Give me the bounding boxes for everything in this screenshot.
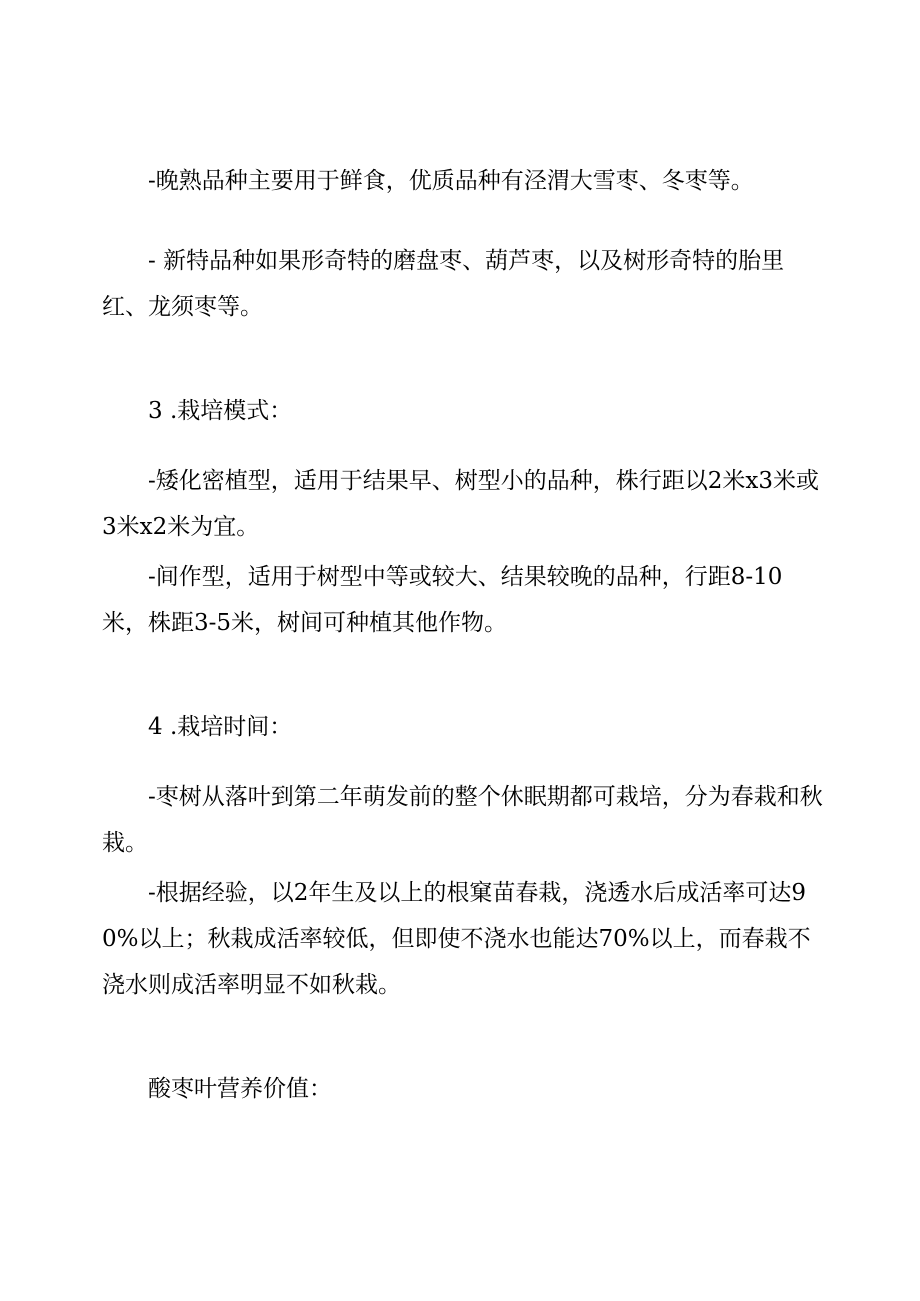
section-heading-cultivation-mode: 3 .栽培模式： bbox=[148, 398, 293, 424]
paragraph-dwarf-dense-planting: -矮化密植型，适用于结果早、树型小的品种，株行距以2米x3米或3米x2米为宜。 bbox=[102, 468, 820, 540]
paragraph-new-varieties: - 新特品种如果形奇特的磨盘枣、葫芦枣，以及树形奇特的胎里红、龙须枣等。 bbox=[102, 248, 785, 320]
paragraph-late-varieties: -晚熟品种主要用于鲜食，优质品种有泾渭大雪枣、冬枣等。 bbox=[148, 168, 754, 194]
paragraph-survival-rate: -根据经验，以2年生及以上的根窠苗春栽，浇透水后成活率可达90%以上；秋栽成活率较低，但即使不浇水也能达70%以上，而春栽不浇水则成活率明显不如秋栽。 bbox=[102, 880, 811, 998]
section-heading-nutrition: 酸枣叶营养价值： bbox=[148, 1076, 332, 1102]
paragraph-intercropping: -间作型，适用于树型中等或较大、结果较晚的品种，行距8-10米，株距3-5米，树间可种植其他作物。 bbox=[102, 564, 783, 636]
section-heading-cultivation-time: 4 .栽培时间： bbox=[148, 714, 293, 740]
paragraph-dormant-period: -枣树从落叶到第二年萌发前的整个休眠期都可栽培，分为春栽和秋栽。 bbox=[102, 784, 823, 856]
